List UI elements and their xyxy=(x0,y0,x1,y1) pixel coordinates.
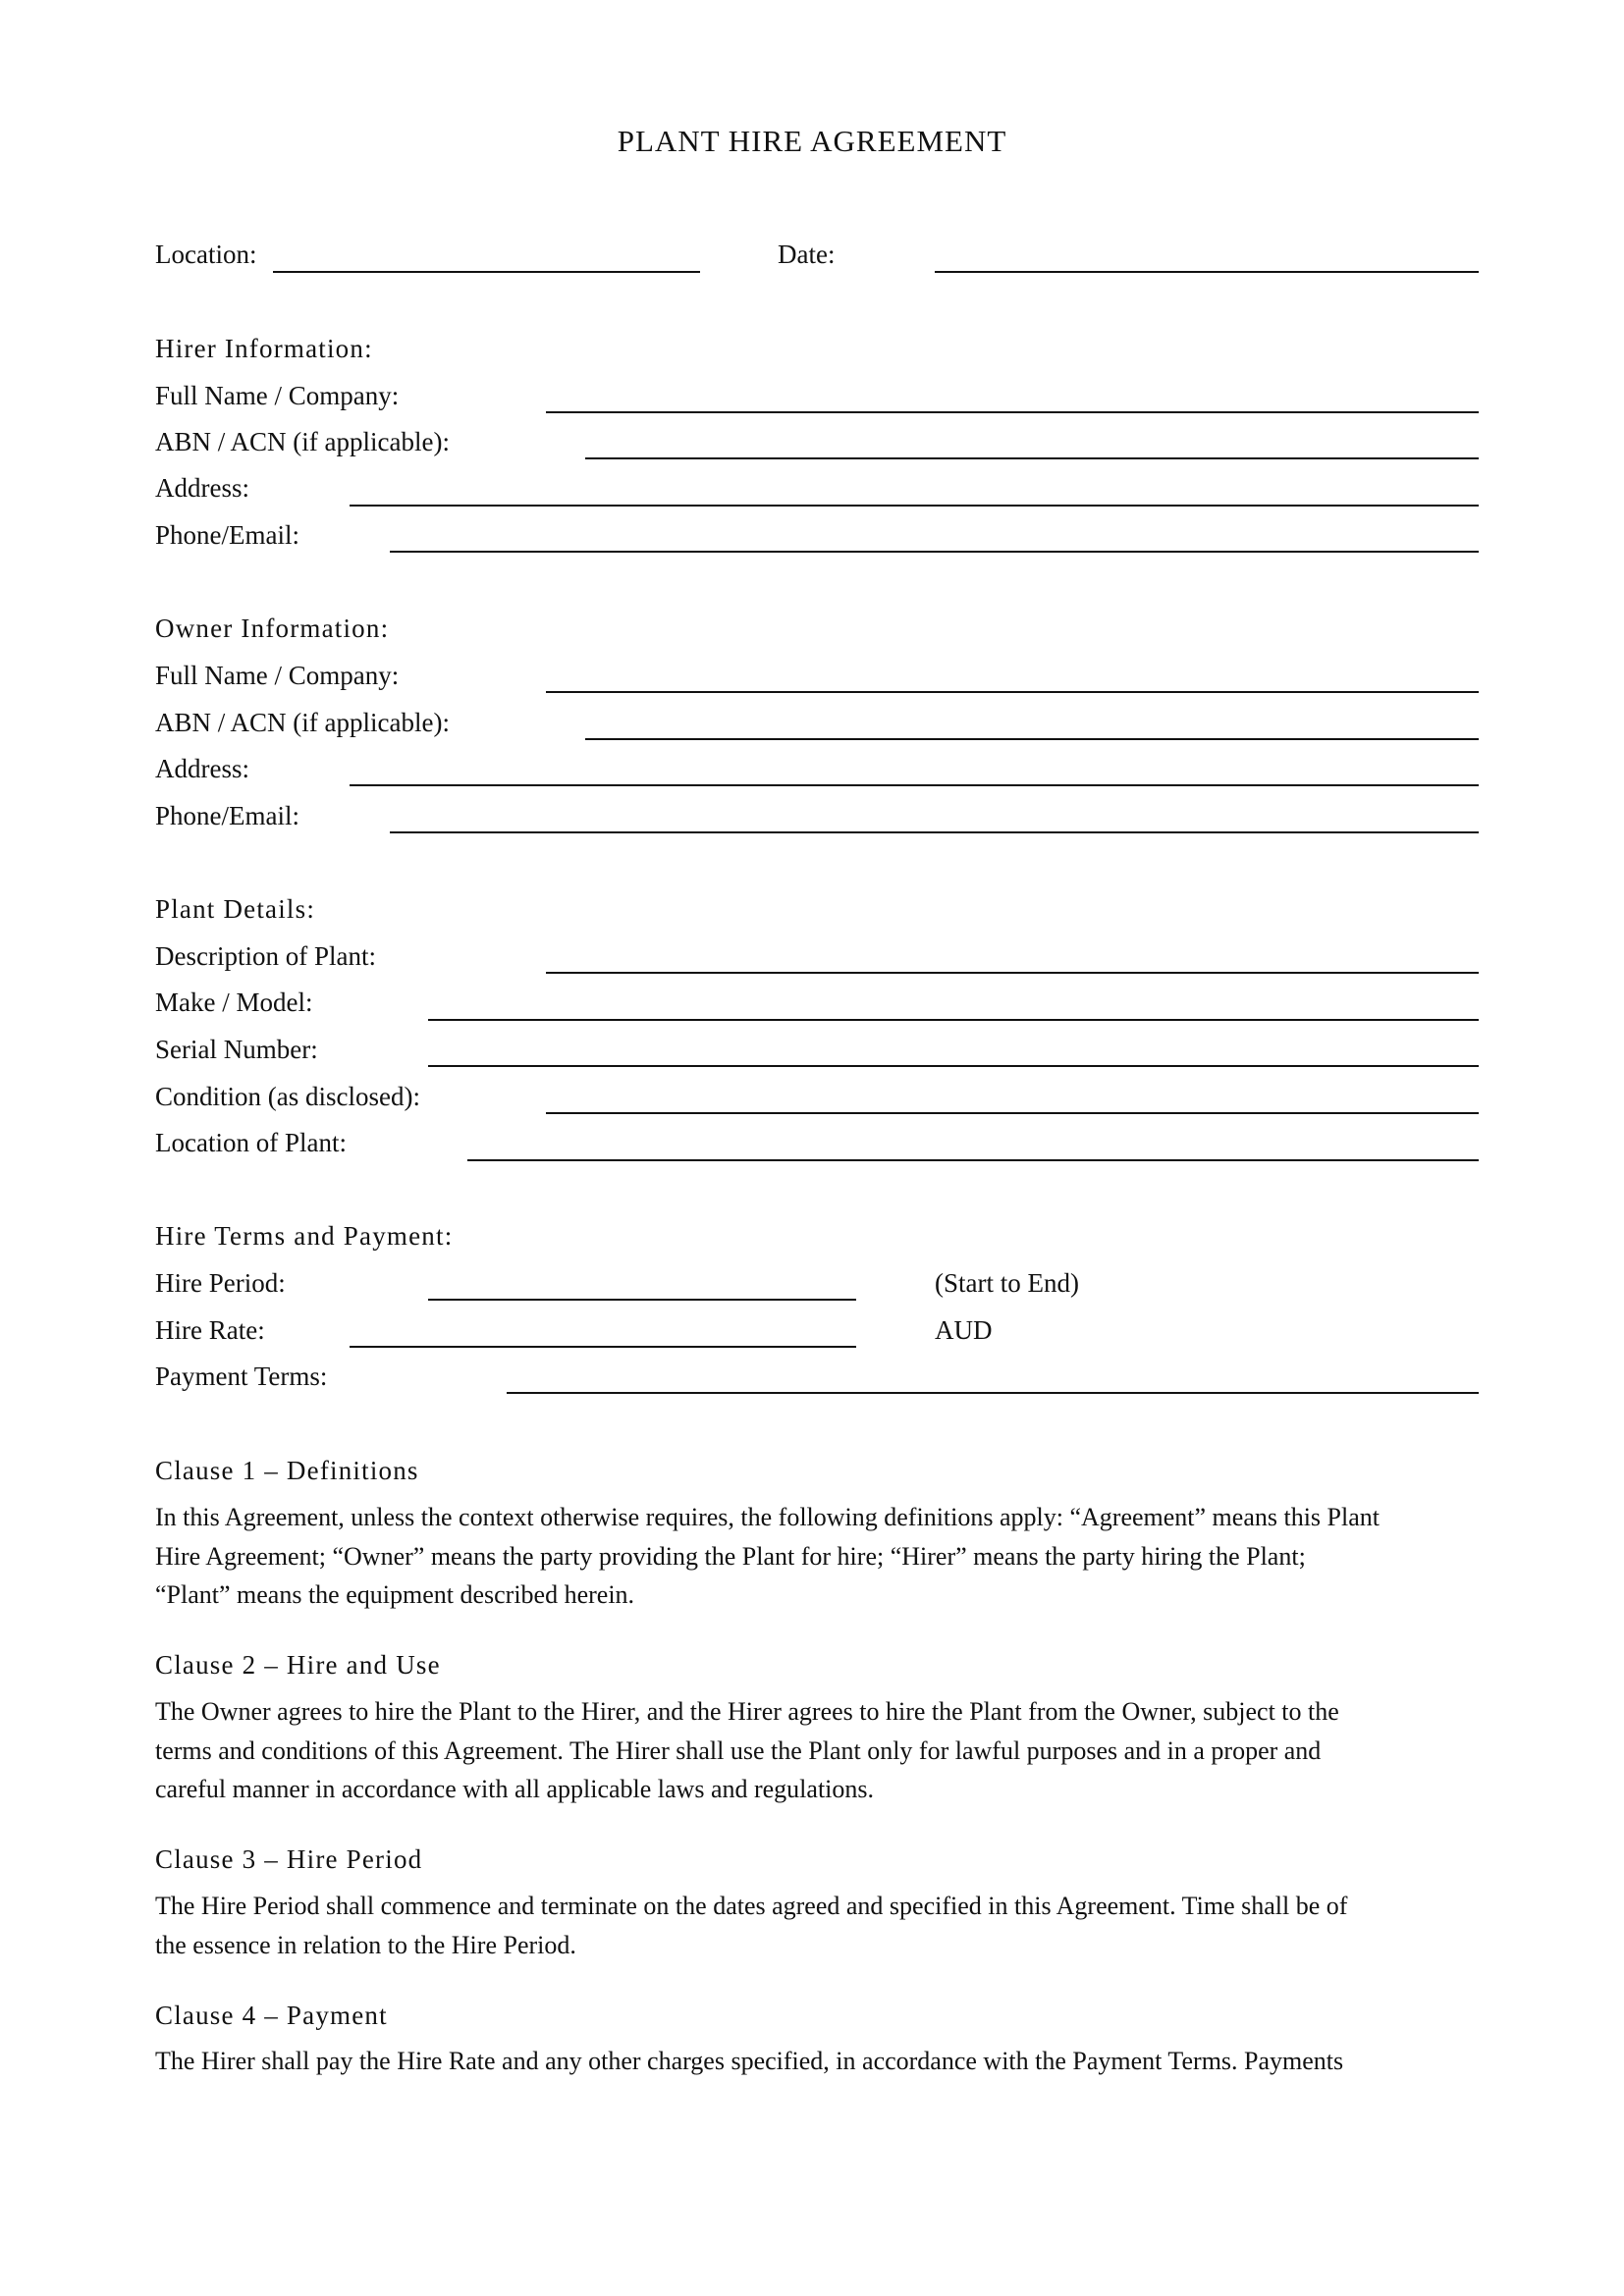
hirer-section-heading: Hirer Information: xyxy=(155,334,373,363)
clause-body xyxy=(155,2042,1490,2081)
hire-rate-currency: AUD xyxy=(935,1315,993,1345)
owner-full-name-field[interactable] xyxy=(546,691,1479,693)
hirer-phone-label: Phone/Email: xyxy=(155,520,299,550)
document-title: PLANT HIRE AGREEMENT xyxy=(617,124,1007,158)
clause-body xyxy=(155,1887,1490,1964)
hire-rate-field[interactable] xyxy=(350,1346,856,1348)
plant-description-field[interactable] xyxy=(546,972,1479,974)
clause-heading: Clause 1 – Definitions xyxy=(155,1456,419,1485)
clause-text-line: The Hire Period shall commence and terminate on the dates agreed and specified in this Agreement. Time shall be of xyxy=(155,1892,1348,1920)
hirer-address-label: Address: xyxy=(155,473,249,503)
hirer-full-name-label: Full Name / Company: xyxy=(155,381,400,410)
hirer-full-name-field[interactable] xyxy=(546,411,1479,413)
clause-text-line: careful manner in accordance with all applicable laws and regulations. xyxy=(155,1775,875,1803)
hirer-abn-label: ABN / ACN (if applicable): xyxy=(155,427,450,456)
hire-period-label: Hire Period: xyxy=(155,1268,286,1298)
clause-body xyxy=(155,1692,1490,1809)
hirer-phone-field[interactable] xyxy=(390,551,1479,553)
clause-text-line: The Hirer shall pay the Hire Rate and any other charges specified, in accordance with the Payment Terms. Payments xyxy=(155,2047,1344,2075)
plant-location-label: Location of Plant: xyxy=(155,1128,347,1157)
plant-location-field[interactable] xyxy=(467,1159,1479,1161)
owner-phone-label: Phone/Email: xyxy=(155,801,299,830)
plant-section-heading: Plant Details: xyxy=(155,894,316,924)
clause-heading: Clause 2 – Hire and Use xyxy=(155,1650,441,1680)
terms-section-heading: Hire Terms and Payment: xyxy=(155,1221,454,1251)
clause-text-line: terms and conditions of this Agreement. The Hirer shall use the Plant only for lawful purposes and in a proper and xyxy=(155,1735,1322,1765)
clause-text-line: the essence in relation to the Hire Period. xyxy=(155,1930,576,1959)
hire-period-suffix: (Start to End) xyxy=(935,1268,1079,1298)
payment-terms-label: Payment Terms: xyxy=(155,1362,328,1391)
clause-heading: Clause 3 – Hire Period xyxy=(155,1844,423,1874)
clause-text-line: Hire Agreement; “Owner” means the party providing the Plant for hire; “Hirer” means the party hiring the Plant; xyxy=(155,1541,1306,1571)
owner-full-name-label: Full Name / Company: xyxy=(155,661,400,690)
owner-abn-field[interactable] xyxy=(585,738,1479,740)
hire-rate-label: Hire Rate: xyxy=(155,1315,265,1345)
owner-abn-label: ABN / ACN (if applicable): xyxy=(155,708,450,737)
plant-serial-field[interactable] xyxy=(428,1065,1479,1067)
location-label: Location: xyxy=(155,240,257,269)
owner-section-heading: Owner Information: xyxy=(155,614,390,643)
plant-condition-field[interactable] xyxy=(546,1112,1479,1114)
location-field[interactable] xyxy=(273,271,700,273)
clause-text-line: In this Agreement, unless the context otherwise requires, the following definitions apply: “Agreement” means this Plant xyxy=(155,1503,1380,1531)
hire-period-field[interactable] xyxy=(428,1299,856,1301)
plant-serial-label: Serial Number: xyxy=(155,1035,318,1064)
date-label: Date: xyxy=(778,240,836,269)
date-field[interactable] xyxy=(935,271,1479,273)
plant-make-field[interactable] xyxy=(428,1019,1479,1021)
clause-text-line: “Plant” means the equipment described herein. xyxy=(155,1580,635,1609)
clause-heading: Clause 4 – Payment xyxy=(155,2001,388,2030)
clause-body xyxy=(155,1498,1490,1615)
clause-text-line: The Owner agrees to hire the Plant to the Hirer, and the Hirer agrees to hire the Plant from the Owner, subject to the xyxy=(155,1697,1339,1726)
plant-condition-label: Condition (as disclosed): xyxy=(155,1082,420,1111)
payment-terms-field[interactable] xyxy=(507,1392,1479,1394)
hirer-abn-field[interactable] xyxy=(585,457,1479,459)
hirer-address-field[interactable] xyxy=(350,505,1479,507)
plant-make-label: Make / Model: xyxy=(155,988,313,1017)
owner-address-label: Address: xyxy=(155,754,249,783)
plant-description-label: Description of Plant: xyxy=(155,941,376,971)
owner-address-field[interactable] xyxy=(350,784,1479,786)
owner-phone-field[interactable] xyxy=(390,831,1479,833)
